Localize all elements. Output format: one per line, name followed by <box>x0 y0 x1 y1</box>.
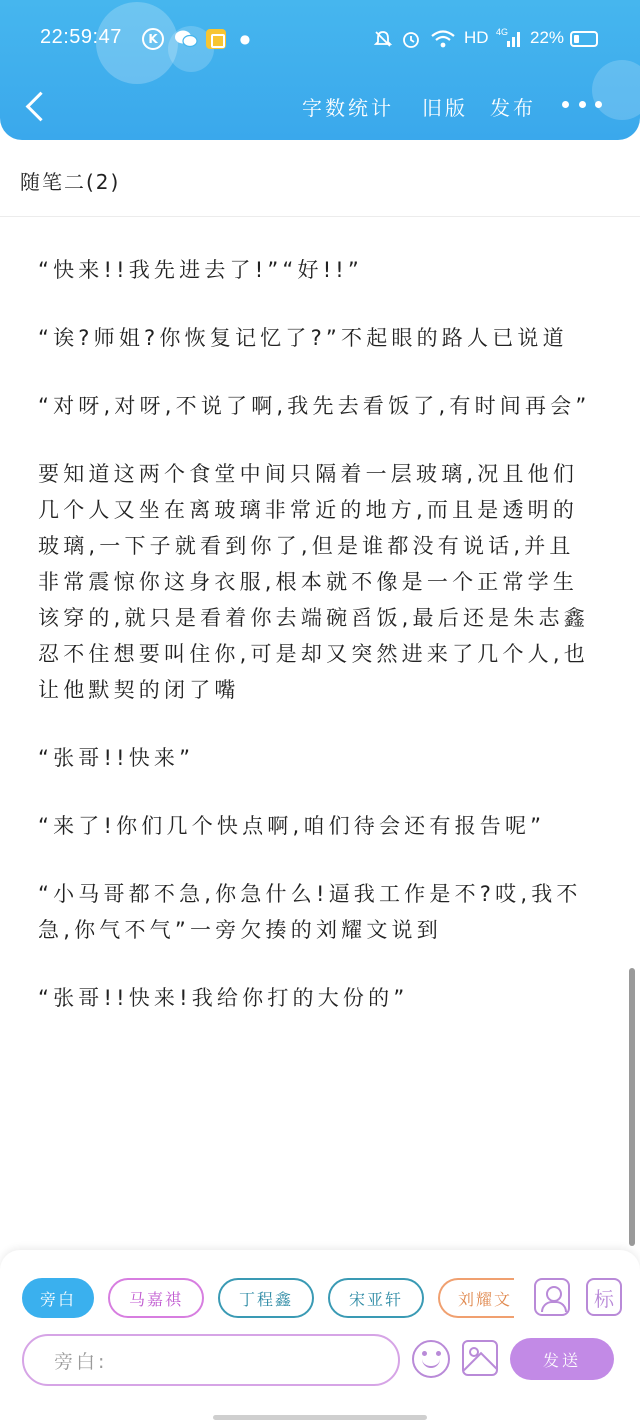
alarm-icon <box>400 28 422 50</box>
tag-icon[interactable]: 标 <box>586 1278 622 1316</box>
scrollbar-thumb[interactable] <box>629 968 635 1246</box>
role-chip-ma-jiaqi[interactable]: 马嘉祺 <box>108 1278 204 1318</box>
old-version-button[interactable]: 旧版 <box>422 96 468 120</box>
role-chip-ding-chengxin[interactable]: 丁程鑫 <box>218 1278 314 1318</box>
network-type: 4G <box>496 27 509 37</box>
paragraph: “快来!!我先进去了!”“好!!” <box>38 258 364 282</box>
battery-icon <box>570 31 598 47</box>
mute-bell-icon <box>372 28 394 50</box>
paragraph: “小马哥都不急,你急什么!逼我工作是不?哎,我不急,你气不气”一旁欠揍的刘耀文说到 <box>38 882 582 942</box>
role-chip-narrator[interactable]: 旁白 <box>22 1278 94 1318</box>
role-manager-icon[interactable] <box>534 1278 570 1316</box>
status-time: 22:59:47 <box>40 26 122 48</box>
wechat-icon <box>174 28 198 50</box>
divider <box>0 216 640 217</box>
document-title[interactable]: 随笔二(2) <box>20 170 121 194</box>
k-app-icon: K <box>142 28 164 50</box>
role-chip-song-yaxuan[interactable]: 宋亚轩 <box>328 1278 424 1318</box>
word-count-button[interactable]: 字数统计 <box>302 96 394 120</box>
role-chip-liu-yaowen[interactable]: 刘耀文 <box>438 1278 514 1318</box>
toolbar <box>0 80 640 134</box>
publish-button[interactable]: 发布 <box>490 96 536 120</box>
paragraph: “对呀,对呀,不说了啊,我先去看饭了,有时间再会” <box>38 394 591 418</box>
home-indicator[interactable] <box>213 1415 427 1420</box>
document-body[interactable] <box>38 252 598 1048</box>
more-options-icon[interactable] <box>562 90 602 118</box>
app-header <box>0 0 640 140</box>
hd-indicator: HD <box>464 28 489 47</box>
more-notifications-icon: ● <box>239 32 251 46</box>
image-icon[interactable] <box>462 1340 498 1376</box>
composer-panel <box>0 1250 640 1390</box>
paragraph: “来了!你们几个快点啊,咱们待会还有报告呢” <box>38 814 546 838</box>
paragraph: “诶?师姐?你恢复记忆了?”不起眼的路人已说道 <box>38 326 568 350</box>
paragraph: 要知道这两个食堂中间只隔着一层玻璃,况且他们几个人又坐在离玻璃非常近的地方,而且是透明的玻璃,一下子就看到你了,但是谁都没有说话,并且非常震惊你这身衣服,根本就不像是一个正常学生该穿的,就只是看着你去端碗舀饭,最后还是朱志鑫忍不住想要叫住你,可是却又突然进来了几个人,也让他默契的闭了嘴 <box>38 462 589 702</box>
dialogue-input[interactable]: 旁白: <box>22 1334 400 1386</box>
signal-icon <box>506 28 520 50</box>
battery-percent: 22% <box>530 28 565 47</box>
notification-app-icon <box>206 29 226 49</box>
emoji-icon[interactable] <box>412 1340 450 1378</box>
paragraph: “张哥!!快来!我给你打的大份的” <box>38 986 409 1010</box>
wifi-icon <box>430 28 456 50</box>
back-arrow-icon[interactable] <box>18 86 54 126</box>
status-bar <box>0 20 640 60</box>
paragraph: “张哥!!快来” <box>38 746 195 770</box>
send-button[interactable]: 发送 <box>510 1338 614 1380</box>
